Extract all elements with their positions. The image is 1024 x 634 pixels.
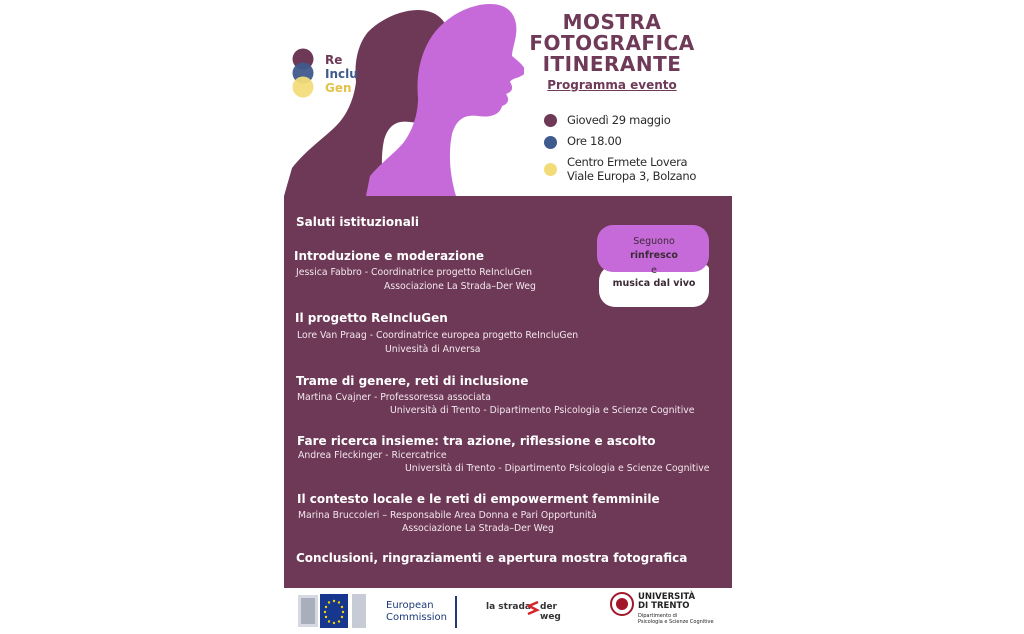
event-poster	[284, 0, 732, 633]
logo-text-re: Re	[325, 53, 343, 67]
program-item-title: Il contesto locale e le reti di empowerment femminile	[297, 492, 660, 506]
program-item-affiliation: Università di Trento - Dipartimento Psicologia e Scienze Cognitive	[390, 405, 695, 416]
logo-text-gen: Gen	[325, 81, 352, 95]
program-item-speaker: Martina Cvajner - Professoressa associata	[297, 392, 491, 403]
la-strada-logo	[486, 602, 576, 624]
program-item-affiliation: Associazione La Strada–Der Weg	[402, 523, 554, 534]
program-item-title: Fare ricerca insieme: tra azione, riflessione e ascolto	[297, 434, 656, 448]
badge-line-4: musica dal vivo	[612, 278, 696, 289]
time-bullet-icon	[544, 136, 557, 149]
strada-s-icon	[526, 600, 540, 616]
program-item-speaker: Jessica Fabbro - Coordinatrice progetto ReIncluGen	[296, 267, 533, 278]
logo-text-inclu: Inclu	[325, 67, 358, 81]
ec-line-2: Commission	[386, 612, 448, 623]
strada-text: la strada	[486, 602, 531, 612]
program-item-affiliation: Università di Trento - Dipartimento Psicologia e Scienze Cognitive	[405, 463, 710, 474]
poster-subtitle: Programma evento	[547, 78, 677, 92]
program-item-speaker: Lore Van Praag - Coordinatrice europea progetto ReIncluGen	[297, 330, 579, 341]
european-commission-logo	[298, 592, 458, 630]
program-item-affiliation: Univesità di Anversa	[385, 344, 481, 355]
unitn-line-2: DI TRENTO	[638, 601, 690, 611]
program-item-title: Trame di genere, reti di inclusione	[296, 374, 529, 388]
event-place-line-1: Centro Ermete Lovera	[567, 155, 688, 169]
date-bullet-icon	[544, 114, 557, 127]
logo-circles-icon	[290, 48, 320, 102]
sponsor-footer	[284, 588, 732, 633]
derweg-text: der weg	[540, 602, 561, 622]
ec-name	[386, 600, 447, 624]
program-item-affiliation: Associazione La Strada–Der Weg	[384, 281, 536, 292]
eu-flag-icon	[298, 592, 370, 630]
title-line-1: MOSTRA	[562, 10, 662, 34]
program-item-title: Conclusioni, ringraziamenti e apertura mostra fotografica	[296, 551, 688, 565]
unitn-name	[638, 593, 695, 611]
refreshment-badge	[597, 225, 711, 307]
event-place-line-2: Viale Europa 3, Bolzano	[567, 169, 697, 183]
title-line-3: ITINERANTE	[542, 52, 682, 76]
program-item-title: Il progetto ReIncluGen	[295, 311, 448, 325]
unitn-line-3: Dipartimento di	[638, 613, 678, 619]
ec-divider	[455, 596, 457, 628]
unitn-seal-icon	[610, 592, 634, 616]
unitn-line-4: Psicologia e Scienze Cognitive	[638, 619, 714, 625]
event-time: Ore 18.00	[567, 134, 622, 148]
program-item-title: Saluti istituzionali	[296, 215, 420, 229]
title-line-2: FOTOGRAFICA	[529, 31, 695, 55]
badge-line-2: rinfresco	[630, 250, 678, 261]
unitn-line-1: UNIVERSITÀ	[638, 592, 696, 602]
badge-line-3: e	[651, 265, 657, 276]
program-item-speaker: Marina Bruccoleri – Responsabile Area Donna e Pari Opportunità	[298, 510, 597, 521]
place-bullet-icon	[544, 163, 557, 176]
poster-title	[522, 12, 702, 75]
event-date: Giovedì 29 maggio	[567, 113, 671, 127]
program-item-speaker: Andrea Fleckinger - Ricercatrice	[298, 450, 447, 461]
unitn-dept	[638, 613, 714, 625]
face-silhouettes-illustration	[284, 0, 524, 196]
badge-line-1: Seguono	[633, 236, 675, 247]
ec-line-1: European	[386, 600, 434, 611]
program-item-title: Introduzione e moderazione	[294, 249, 485, 263]
university-trento-logo	[610, 592, 730, 632]
